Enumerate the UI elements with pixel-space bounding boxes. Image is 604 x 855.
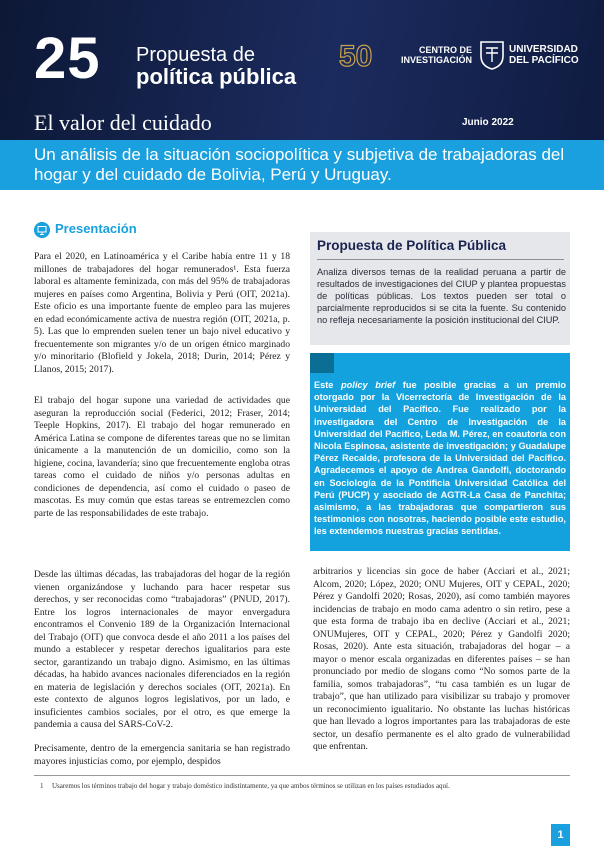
footnote [40, 782, 570, 790]
credits-box-text [314, 379, 566, 538]
section-title: Presentación [55, 221, 137, 236]
credits-emphasis: policy brief [341, 380, 396, 390]
university-line1: UNIVERSIDAD [509, 44, 578, 55]
series-label-line2: política pública [136, 64, 297, 89]
credits-text-before: Este [314, 380, 342, 390]
series-label-line1: Propuesta de [136, 44, 255, 66]
university-line2: DEL PACÍFICO [509, 55, 579, 66]
info-box-divider [317, 259, 564, 260]
credits-text-after: fue posible gracias a un premio otorgado por la Vicerrectoría de Investigación de la Universidad del Pacífico. Fue realizado por la investigadora del Centro de Investigación de la Universidad del Pacífico, Leda M. Pérez, en coautoría con Nicola Espinosa, asistente de investigación; y Guadalupe Pérez Recalde, profesora de la Universidad del Pacífico. Agradecemos el apoyo de Andrea Gandolfi, doctorando en Sociología de la Pontificia Universidad Católica del Perú (PUCP) y asociado de AGTR-La Casa de Panchita; asimismo, a las trabajadoras que compartieron sus testimonios con nosotras, haciendo posible este estudio, les extendemos nuestras gracias sentidas. [314, 380, 566, 537]
document-subtitle: Un análisis de la situación sociopolítica y subjetiva de trabajadoras del hogar y del cuidado de Bolivia, Perú y Uruguay. [34, 145, 565, 184]
ciup-logo-text [396, 45, 472, 65]
university-logo-text [509, 44, 579, 66]
fifty-years-logo [337, 40, 397, 70]
presentation-icon [34, 222, 50, 238]
publication-date: Junio 2022 [462, 117, 514, 128]
body-paragraph-2: El trabajo del hogar supone una variedad de actividades que aseguran la reproducción social (Federici, 2012; Fraser, 2014; Teeple Hopkins, 2017). El trabajo del hogar remunerado en América Latina se compone de diferentes tareas que no se limitan únicamente a la manutención de un domicilio, como son la higiene, cocina, lavandería; sino que frecuentemente engloba otras tareas como el cuidado de niños y/o personas adultas en condiciones de dependencia, así como el cuidado o paseo de mascotas. Es muy común que estas tareas se entremezclen como parte de las responsabilidades de este trabajo. [34, 395, 290, 519]
issue-number: 25 [34, 26, 101, 91]
footnote-number: 1 [40, 782, 44, 790]
body-paragraph-4: Precisamente, dentro de la emergencia sanitaria se han registrado mayores injusticias como, por ejemplo, despidos [34, 743, 290, 767]
ciup-line2: INVESTIGACIÓN [400, 55, 472, 65]
body-paragraph-5: arbitrarios y licencias sin goce de haber (Acciari et al., 2021; Alcom, 2020; López, 2020; ONU Mujeres, OIT y CEPAL, 2020; Pérez y Gandolfi 2020; Rosas, 2020), así como también mayores incidencias de trabajo en modo cama adentro o sin retiro, pese a que esta forma de trabajo iba en declive (Acciari et al., 2021; ONUMujeres, OIT y CEPAL, 2020; Pérez y Gandolfi 2020; Rosas, 2020). Ante esta situación, trabajadoras del hogar – a mayor o menor escala organizadas en diferentes países – se han pronunciado por medio de slogans como “No somos parte de la familia, somos trabajadoras”, “tu casa también es un lugar de trabajo”, que han utilizado para visibilizar su trabajo y promover un reconocimiento igualitario. No obstante las luchas históricas que han llevado a logros importantes para las trabajadoras de este sector, un desafío permanente es el alto grado de vulnerabilidad que enfrentan. [313, 566, 570, 752]
footnote-divider [34, 775, 570, 776]
info-box-text: Analiza diversos temas de la realidad peruana a partir de resultados de investigaciones del CIUP y plantea propuestas de políticas públicas. Los textos pueden ser total o parcialmente reproducidos si se cita la fuente. Su contenido no refleja necesariamente la posición institucional del CIUP. [317, 267, 566, 325]
credits-box-corner [310, 353, 334, 373]
document-title: El valor del cuidado [34, 110, 212, 135]
info-box-title: Propuesta de Política Pública [317, 238, 507, 253]
body-paragraph-3: Desde las últimas décadas, las trabajadoras del hogar de la región vienen organizándose y luchando para hacer respetar sus derechos, y ser reconocidas como “trabajadoras” (PNUD, 2017). Entre los logros internacionales de mayor envergadura encontramos el Convenio 189 de la Organización Internacional del Trabajo (OIT) que convoca desde el año 2011 a los países del mundo a establecer y respetar derechos igualitarios para este sector, garantizando un trabajo digno. Asimismo, en las últimas décadas, ha habido avances nacionales diferenciados en la región en materia de legislación y derechos sociales (OIT, 2021a). En este contexto de algunos logros legislativos, por un lado, e insuficientes cambios sociales, por el otro, es que emerge la pandemia a causa del SARS-CoV-2. [34, 569, 290, 730]
university-shield-icon [479, 40, 505, 70]
ciup-line1: CENTRO DE [418, 45, 472, 55]
body-paragraph-1: Para el 2020, en Latinoamérica y el Caribe había entre 11 y 18 millones de trabajadores del hogar remunerados¹. Esta fuerza laboral es altamente feminizada, con más del 95% de trabajadoras mujeres en países como Argentina, Bolivia y Perú (OIT, 2021a). Este oficio es una importante fuente de empleo para las mujeres en edad económicamente activa de nuestra región (OIT, 2021a, p. 5). Las que lo emprenden suelen tener un bajo nivel educativo y frecuentemente son migrantes y/o de un origen étnico marginado y/o minoritario (Blofield y Jokela, 2018; Durin, 2014; Pérez y Llanos, 2015; 2017). [34, 251, 290, 375]
page-number: 1 [551, 824, 570, 846]
footnote-text: Usaremos los términos trabajo del hogar y trabajo doméstico indistintamente, ya que ambos términos se utilizan en los países estudiados aquí. [52, 782, 450, 790]
fifty-years-text: 50 [339, 40, 373, 70]
